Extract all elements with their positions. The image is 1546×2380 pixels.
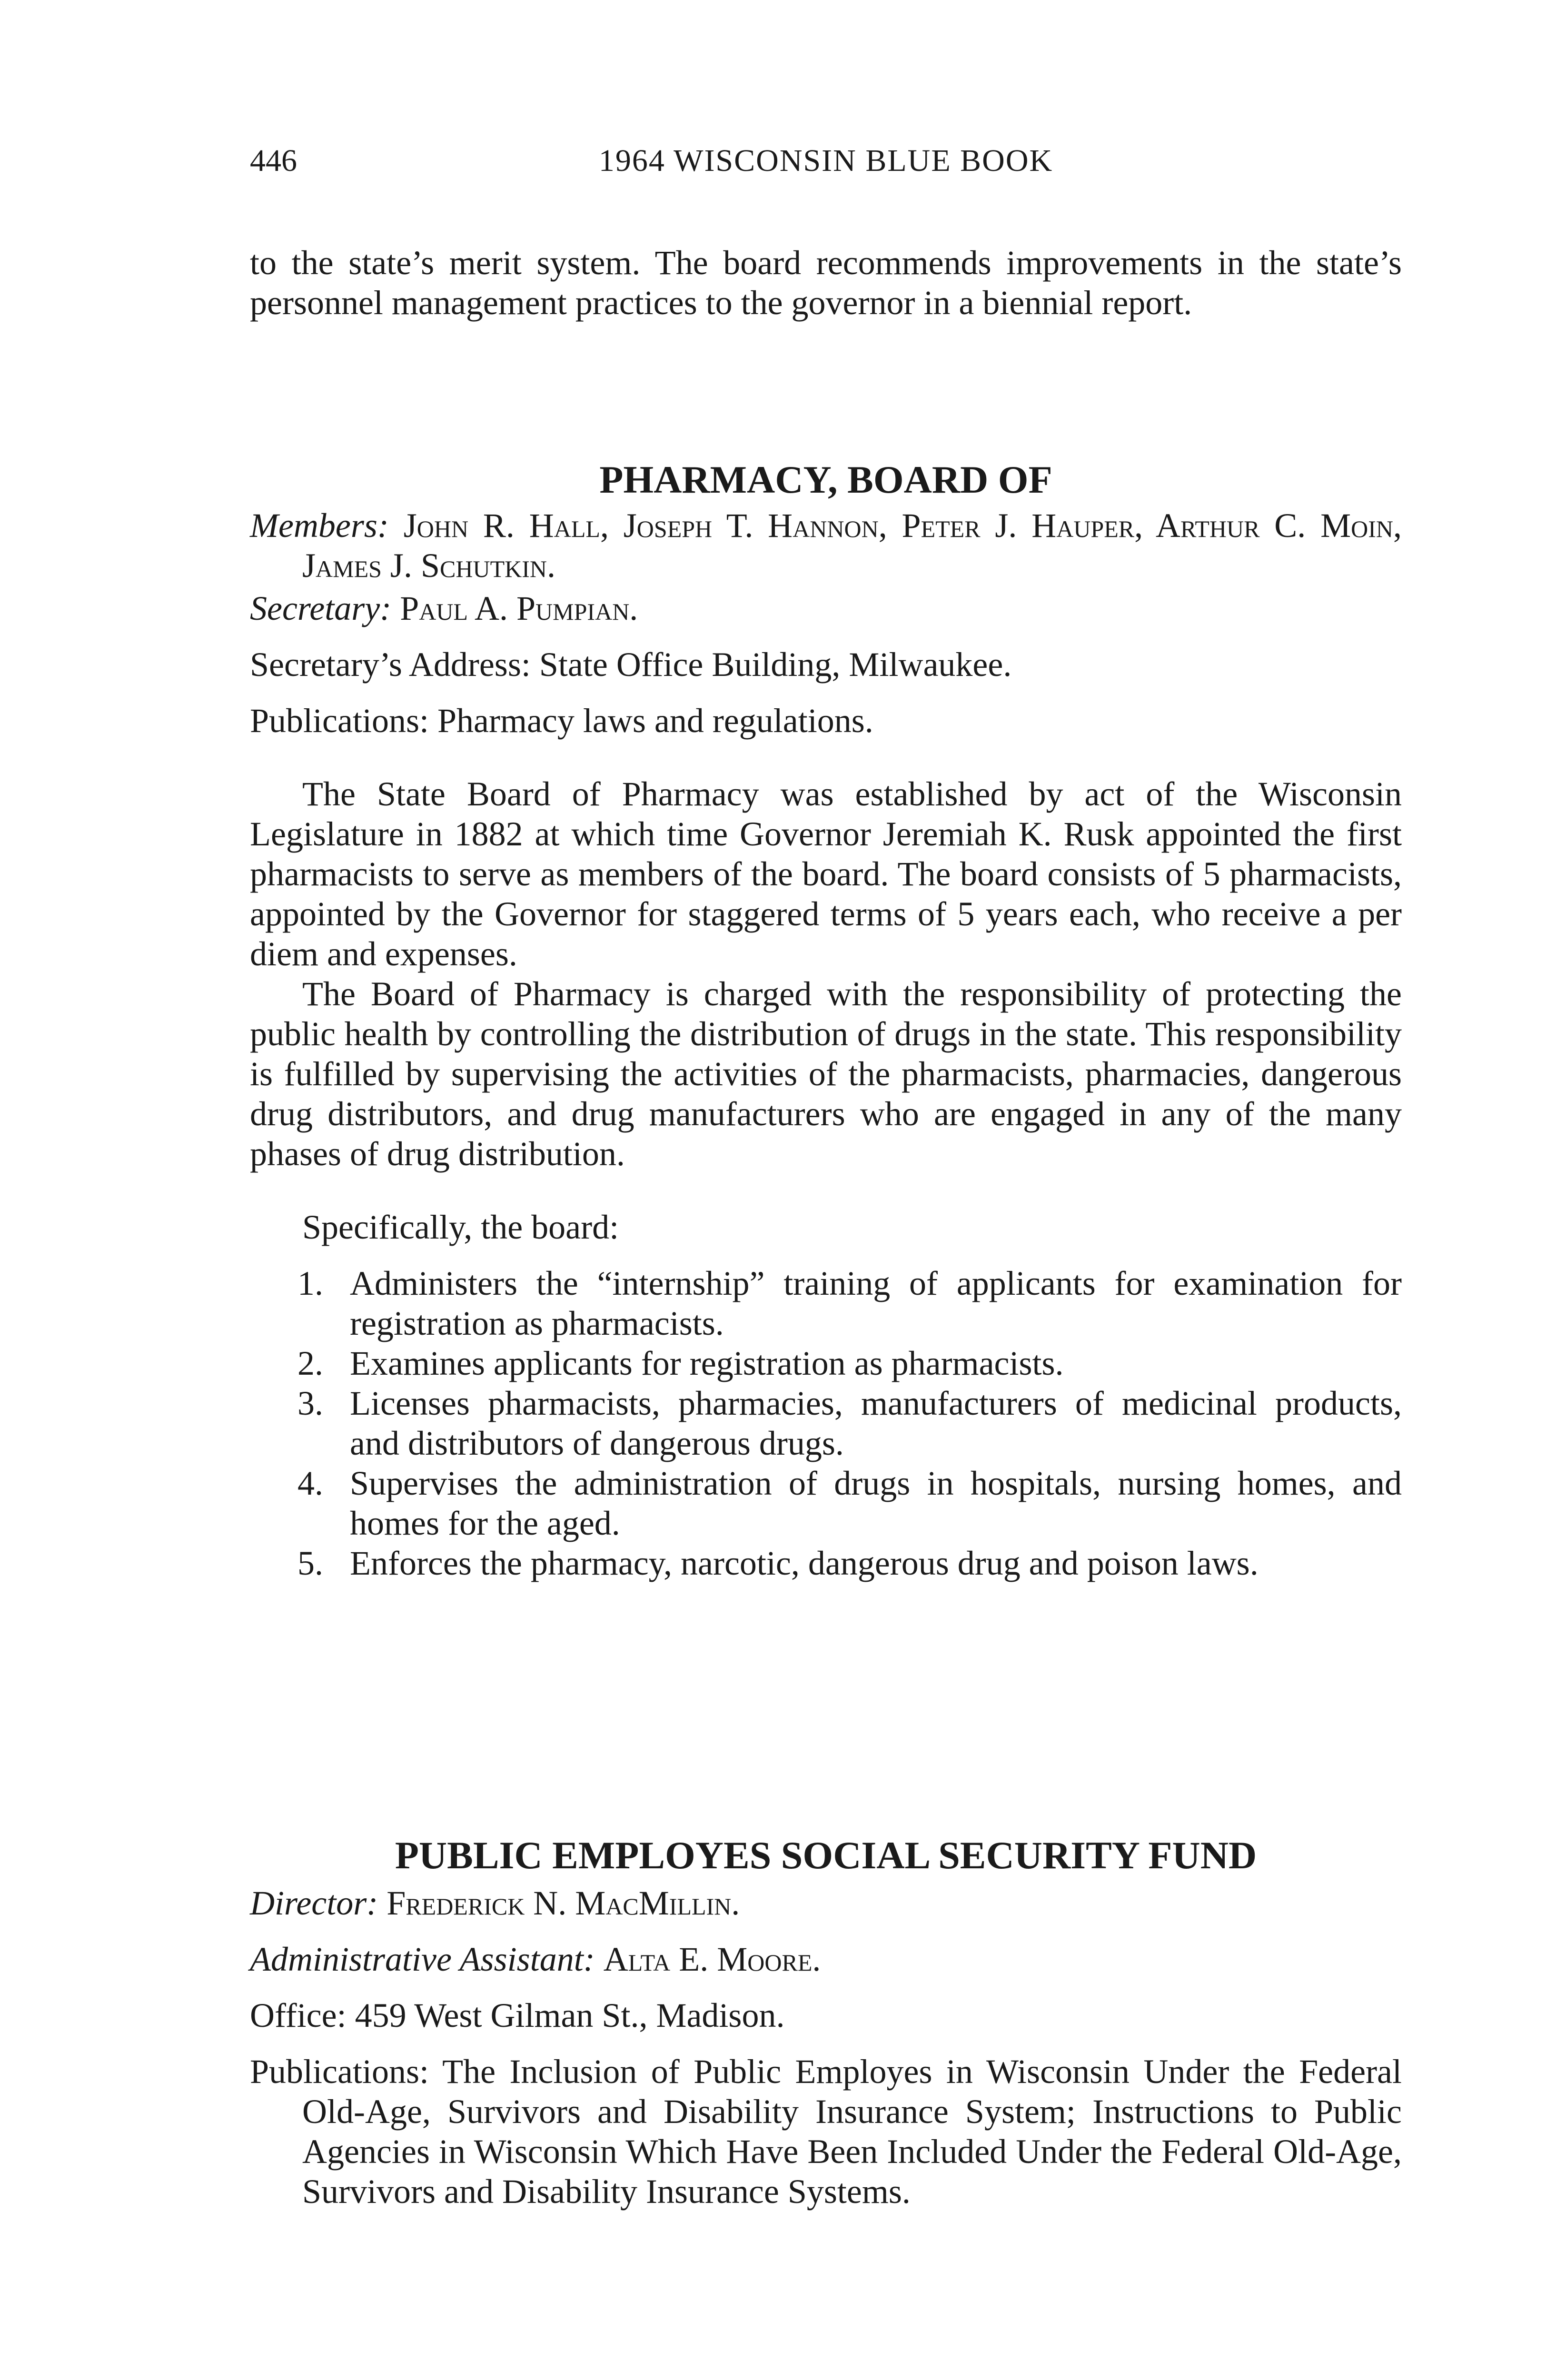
duties-intro: Specifically, the board:	[302, 1208, 619, 1246]
pessf-heading: PUBLIC EMPLOYES SOCIAL SECURITY FUND	[395, 1834, 1257, 1877]
list-item: 4. Supervises the administration of drugs in hospitals, nursing homes, and homes for the aged.	[297, 1464, 1402, 1542]
list-item: 3. Licenses pharmacists, pharmacies, manufacturers of medicinal products, and distributors of dangerous drugs.	[297, 1384, 1402, 1462]
secretary-label: Secretary:	[250, 589, 392, 627]
pharmacy-members	[250, 506, 1402, 585]
duties-list	[250, 1263, 1402, 1583]
pessf-office: Office: 459 West Gilman St., Madison.	[250, 1996, 785, 2034]
pharmacy-paragraph-2: The Board of Pharmacy is charged with the responsibility of protecting the public health by controlling the distribution of drugs in the state. This responsibility is fulfilled by supervising the activities of the pharmacists, pharmacies, dangerous drug distributors, and drug manufacturers who are engaged in any of the many phases of drug distribution.	[250, 975, 1402, 1173]
book-title: 1964 WISCONSIN BLUE BOOK	[598, 143, 1053, 178]
pharmacy-heading: PHARMACY, BOARD OF	[599, 458, 1052, 501]
members-names: John R. Hall, Joseph T. Hannon, Peter J. Hauper, Arthur C. Moin, James J. Schutkin.	[302, 506, 1402, 585]
intro-paragraph: to the state’s merit system. The board recommends improvements in the state’s personnel management practices to the governor in a biennial report.	[250, 244, 1402, 322]
list-item: 1. Administers the “internship” training of applicants for examination for registration as pharmacists.	[297, 1264, 1402, 1342]
secretary-address: Secretary’s Address: State Office Building, Milwaukee.	[250, 645, 1012, 684]
intro-paragraph-block	[250, 243, 1402, 323]
secretary-name: Paul A. Pumpian.	[400, 589, 638, 627]
pharmacy-paragraph-1: The State Board of Pharmacy was established by act of the Wisconsin Legislature in 1882 at which time Governor Jeremiah K. Rusk appointed the first pharmacists to serve as members of the board. The board consists of 5 pharmacists, appointed by the Governor for staggered terms of 5 years each, who receive a per diem and expenses.	[250, 775, 1402, 973]
running-head	[250, 143, 1402, 190]
pessf-publications: Publications: The Inclusion of Public Employes in Wisconsin Under the Federal Old-Age, Survivors and Disability Insurance System; Instructions to Public Agencies in Wisconsin Which Have Been Included Under the Federal Old-Age, Survivors and Disability Insurance Systems.	[250, 2053, 1402, 2211]
assistant-name: Alta E. Moore.	[603, 1940, 821, 1978]
pessf-director	[250, 1883, 1402, 1923]
director-label: Director:	[250, 1884, 378, 1922]
list-item: 2. Examines applicants for registration as pharmacists.	[297, 1344, 1064, 1382]
pessf-section	[250, 1833, 1402, 2211]
pessf-assistant	[250, 1939, 1402, 1979]
members-label: Members:	[250, 506, 389, 545]
director-name: Frederick N. MacMillin.	[386, 1884, 740, 1922]
pharmacy-publications: Publications: Pharmacy laws and regulations.	[250, 702, 873, 740]
assistant-label: Administrative Assistant:	[250, 1940, 595, 1978]
list-item: 5. Enforces the pharmacy, narcotic, dangerous drug and poison laws.	[297, 1544, 1259, 1582]
pharmacy-secretary	[250, 588, 1402, 628]
pharmacy-section	[250, 457, 1402, 1583]
page-number: 446	[250, 143, 297, 178]
